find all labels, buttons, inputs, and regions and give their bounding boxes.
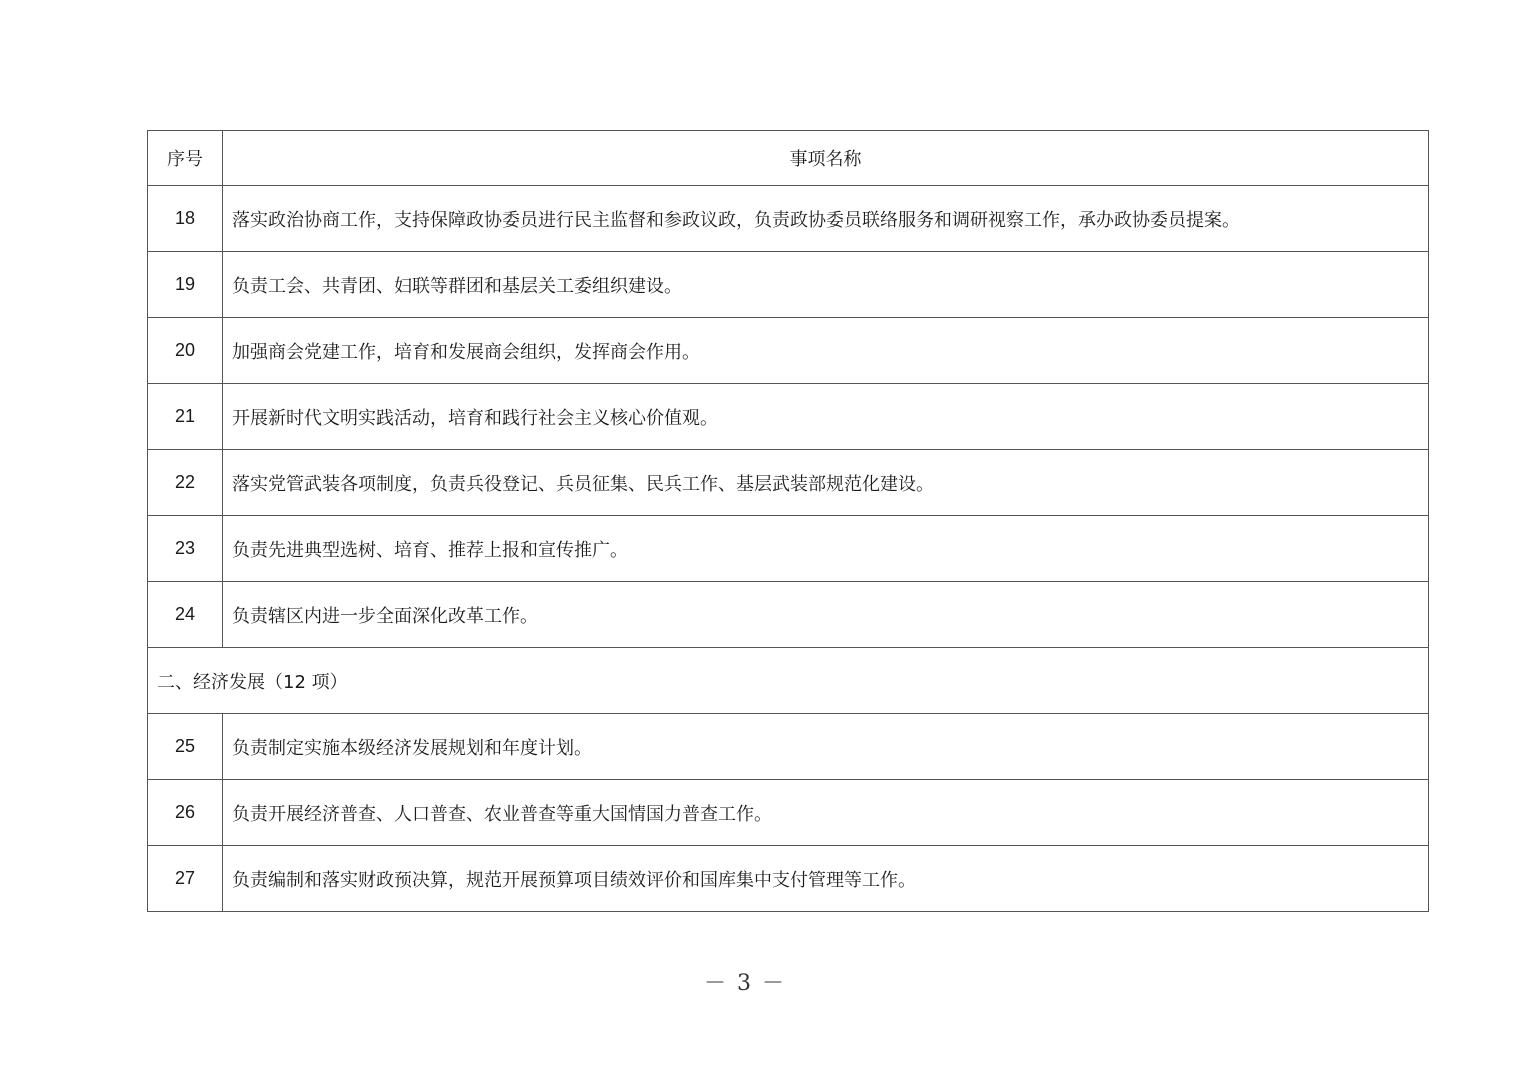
row-item-name: 负责先进典型选树、培育、推荐上报和宣传推广。 [223,516,1429,582]
row-number: 22 [148,450,223,516]
section-heading-row [148,648,1429,714]
table-row [148,186,1429,252]
row-number: 26 [148,780,223,846]
table-row [148,582,1429,648]
row-number: 27 [148,846,223,912]
table-row [148,780,1429,846]
row-item-name: 负责开展经济普查、人口普查、农业普查等重大国情国力普查工作。 [223,780,1429,846]
table-row [148,714,1429,780]
page-number: － 3 － [704,971,786,996]
row-item-name: 负责工会、共青团、妇联等群团和基层关工委组织建设。 [223,252,1429,318]
row-item-name: 负责辖区内进一步全面深化改革工作。 [223,582,1429,648]
row-item-name: 加强商会党建工作，培育和发展商会组织，发挥商会作用。 [223,318,1429,384]
row-item-name: 落实党管武装各项制度，负责兵役登记、兵员征集、民兵工作、基层武装部规范化建设。 [223,450,1429,516]
row-number: 19 [148,252,223,318]
table-row [148,516,1429,582]
table-row [148,318,1429,384]
row-number: 20 [148,318,223,384]
table-row [148,384,1429,450]
header-item-name: 事项名称 [223,131,1429,186]
row-number: 23 [148,516,223,582]
table-row [148,846,1429,912]
row-item-name: 落实政治协商工作，支持保障政协委员进行民主监督和参政议政，负责政协委员联络服务和调研视察工作，承办政协委员提案。 [223,186,1429,252]
row-item-name: 负责制定实施本级经济发展规划和年度计划。 [223,714,1429,780]
table-row [148,450,1429,516]
table-row [148,252,1429,318]
row-number: 18 [148,186,223,252]
row-item-name: 负责编制和落实财政预决算，规范开展预算项目绩效评价和国库集中支付管理等工作。 [223,846,1429,912]
row-number: 21 [148,384,223,450]
row-number: 24 [148,582,223,648]
section-heading: 二、经济发展（12 项） [148,648,1429,714]
header-number: 序号 [148,131,223,186]
row-item-name: 开展新时代文明实践活动，培育和践行社会主义核心价值观。 [223,384,1429,450]
items-table [147,130,1429,912]
table-header-row [148,131,1429,186]
row-number: 25 [148,714,223,780]
